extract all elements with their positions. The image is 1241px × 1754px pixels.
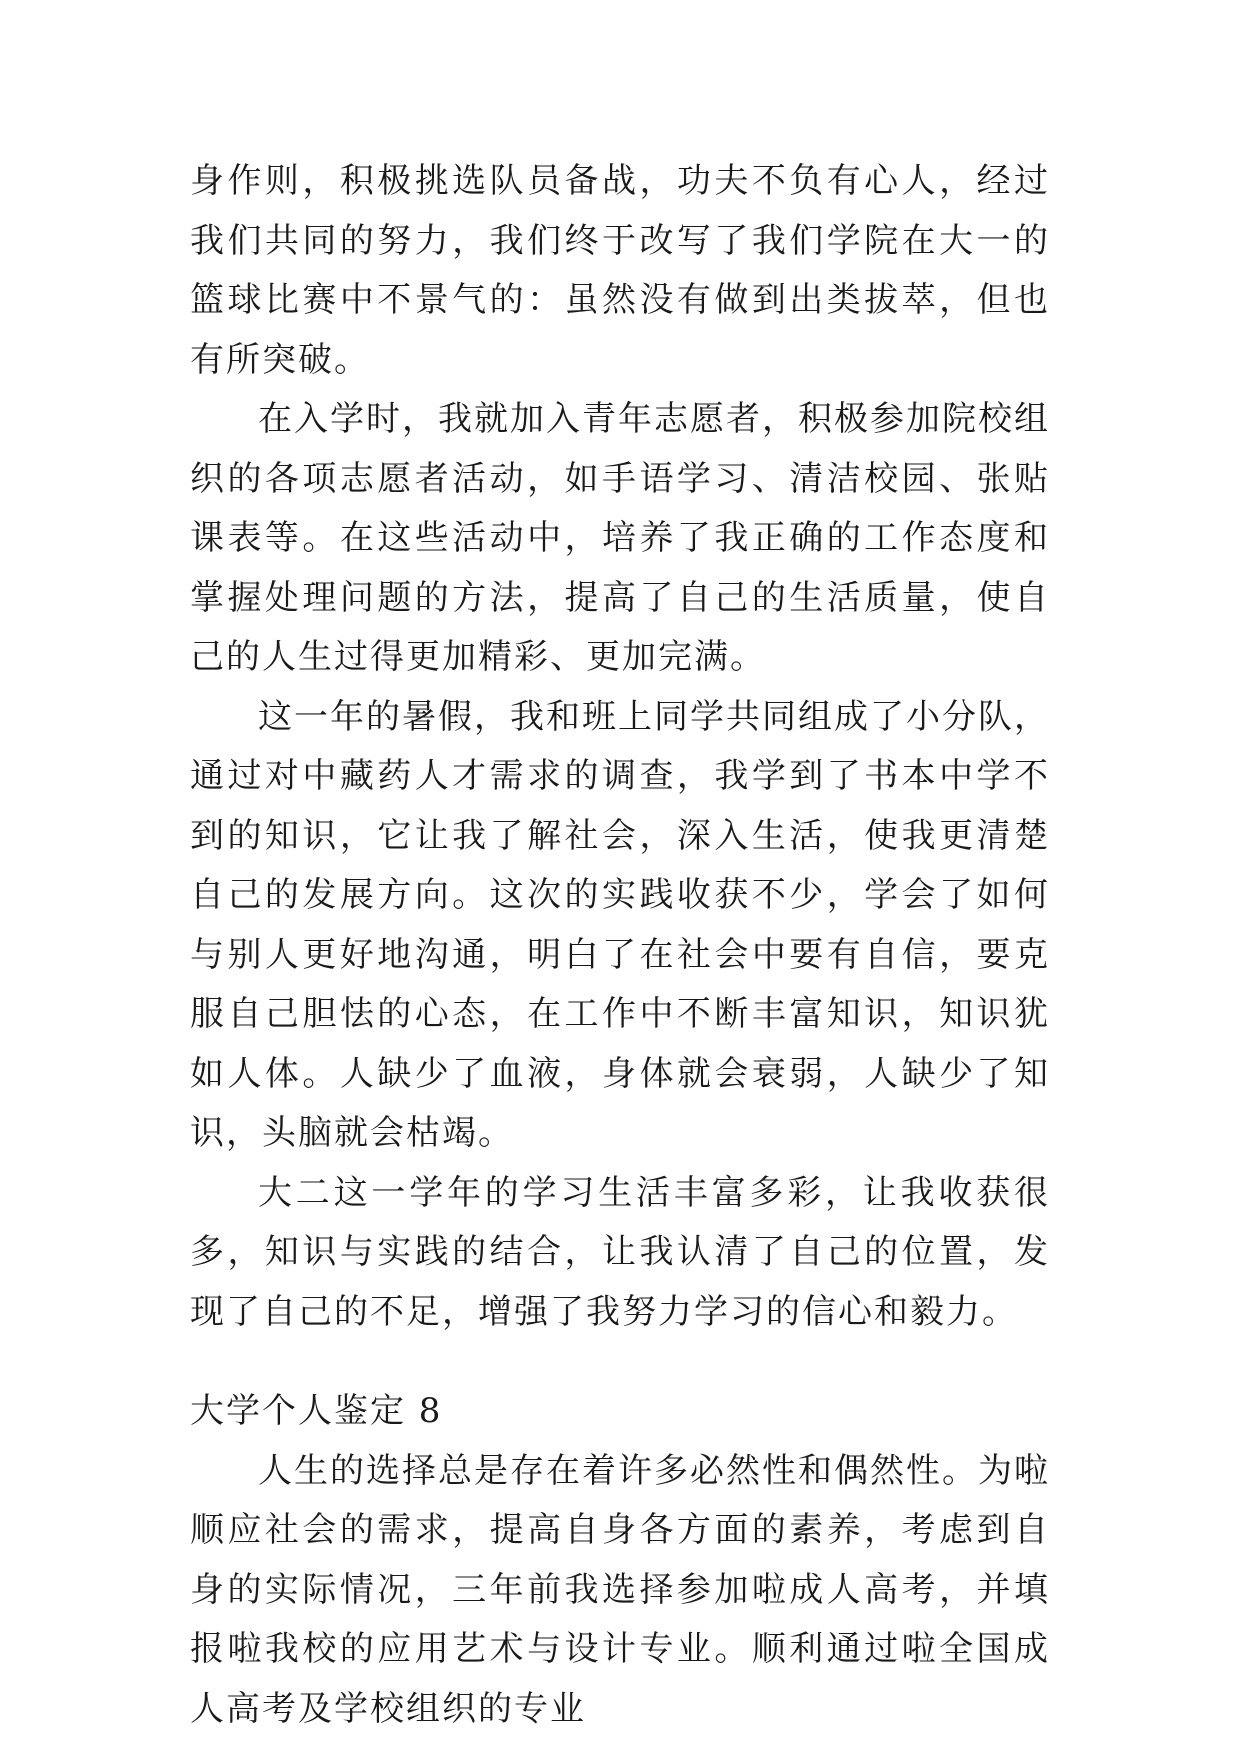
paragraph-1: 身作则，积极挑选队员备战，功夫不负有心人，经过我们共同的努力，我们终于改写了我们学院在大一的篮球比赛中不景气的：虽然没有做到出类拔萃，但也有所突破。 [190, 161, 1050, 380]
paragraph-4: 大二这一学年的学习生活丰富多彩，让我收获很多，知识与实践的结合，让我认清了自己的位置，发现了自己的不足，增强了我努力学习的信心和毅力。 [190, 1172, 1050, 1332]
paragraph-3: 这一年的暑假，我和班上同学共同组成了小分队，通过对中藏药人才需求的调查，我学到了书本中学不到的知识，它让我了解社会，深入生活，使我更清楚自己的发展方向。这次的实践收获不少，学会了如何与别人更好地沟通，明白了在社会中要有自信，要克服自己胆怯的心态，在工作中不断丰富知识，知识犹如人体。人缺少了血液，身体就会衰弱，人缺少了知识，头脑就会枯竭。 [190, 696, 1050, 1153]
paragraph-2: 在入学时，我就加入青年志愿者，积极参加院校组织的各项志愿者活动，如手语学习、清洁校园、张贴课表等。在这些活动中，培养了我正确的工作态度和掌握处理问题的方法，提高了自己的生活质量，使自己的人生过得更加精彩、更加完满。 [190, 399, 1050, 677]
document-body [190, 152, 1050, 1739]
section-heading: 大学个人鉴定 8 [190, 1391, 443, 1431]
paragraph-5: 人生的选择总是存在着许多必然性和偶然性。为啦顺应社会的需求，提高自身各方面的素养，考虑到自身的实际情况，三年前我选择参加啦成人高考，并填报啦我校的应用艺术与设计专业。顺利通过啦全国成人高考及学校组织的专业 [190, 1450, 1050, 1729]
